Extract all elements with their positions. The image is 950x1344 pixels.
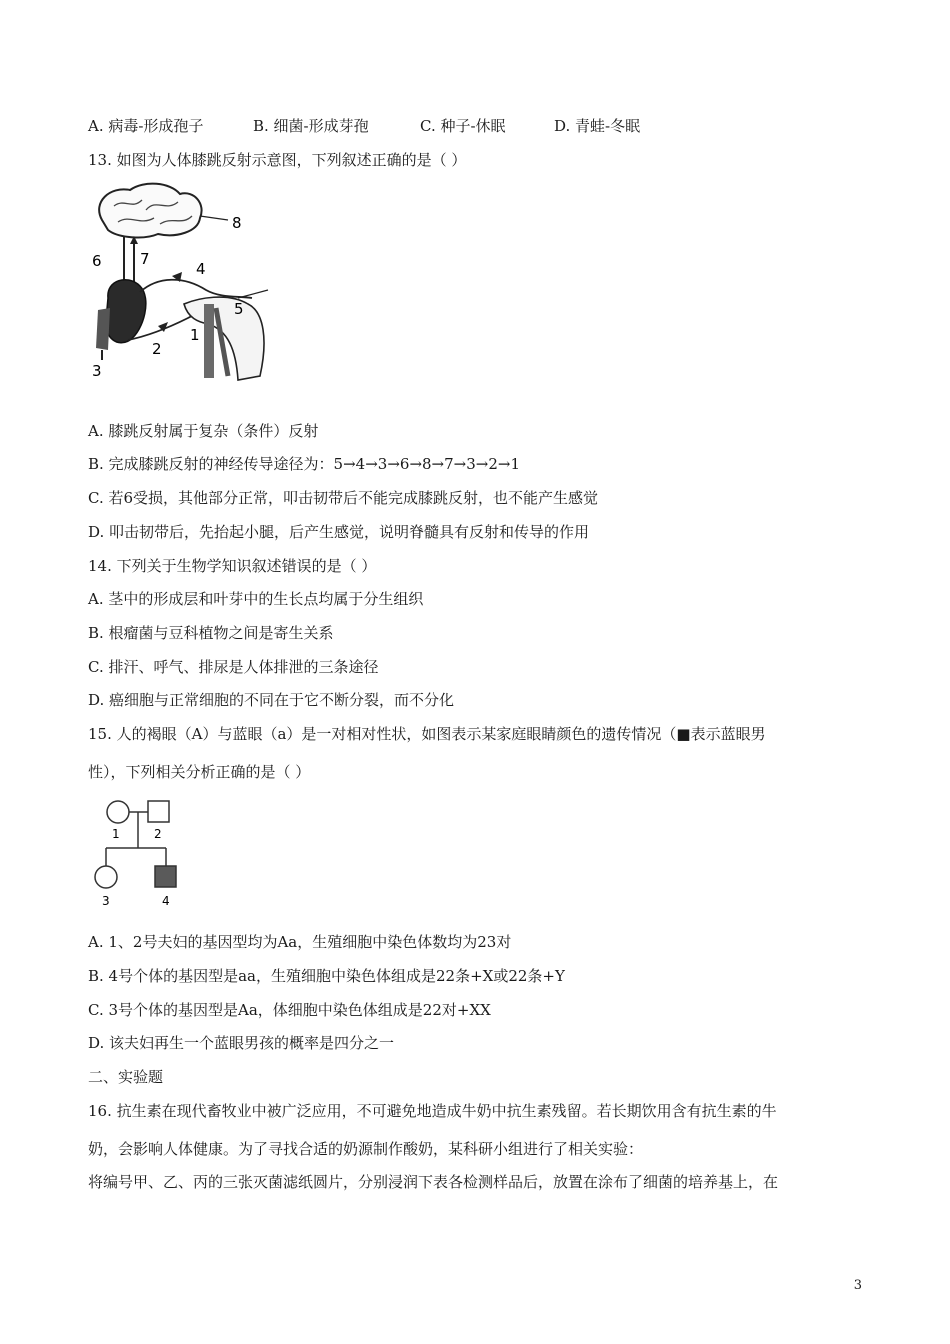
pedigree-female-3 — [95, 866, 117, 888]
pedigree-male-4-affected — [155, 866, 176, 887]
fig13-label-2: 2 — [152, 340, 162, 358]
pedigree-label-2: 2 — [154, 827, 162, 841]
q14-option-b: B. 根瘤菌与豆科植物之间是寄生关系 — [88, 624, 334, 642]
q13-stem: 13. 如图为人体膝跳反射示意图，下列叙述正确的是（ ） — [88, 151, 467, 169]
q14-option-a: A. 茎中的形成层和叶芽中的生长点均属于分生组织 — [88, 590, 424, 608]
fig13-label-7: 7 — [140, 250, 150, 268]
pedigree-label-4: 4 — [162, 894, 170, 908]
q14-option-c: C. 排汗、呼气、排尿是人体排泄的三条途径 — [88, 658, 379, 676]
q16-line3: 将编号甲、乙、丙的三张灭菌滤纸圆片，分别浸润下表各检测样品后，放置在涂布了细菌的培养基上，在 — [88, 1173, 779, 1191]
q12-option-c: C. 种子-休眠 — [420, 117, 506, 135]
q15-option-a: A. 1、2号夫妇的基因型均为Aa，生殖细胞中染色体数均为23对 — [88, 933, 512, 951]
q12-option-d: D. 青蛙-冬眠 — [554, 117, 641, 135]
fig13-label-5: 5 — [234, 300, 244, 318]
fig13-label-3: 3 — [92, 362, 102, 380]
fig13-label-8: 8 — [232, 214, 242, 232]
q15-option-d: D. 该夫妇再生一个蓝眼男孩的概率是四分之一 — [88, 1034, 395, 1052]
pedigree-female-1 — [107, 801, 129, 823]
q14-stem: 14. 下列关于生物学知识叙述错误的是（ ） — [88, 557, 377, 575]
q13-option-b: B. 完成膝跳反射的神经传导途径为：5→4→3→6→8→7→3→2→1 — [88, 455, 520, 473]
q14-option-d: D. 癌细胞与正常细胞的不同在于它不断分裂，而不分化 — [88, 691, 455, 709]
section-heading: 二、实验题 — [88, 1068, 164, 1086]
q16-line2: 奶，会影响人体健康。为了寻找合适的奶源制作酸奶，某科研小组进行了相关实验： — [88, 1140, 644, 1158]
q13-option-a: A. 膝跳反射属于复杂（条件）反射 — [88, 422, 319, 440]
q16-line1: 16. 抗生素在现代畜牧业中被广泛应用，不可避免地造成牛奶中抗生素残留。若长期饮用含有抗生素的牛 — [88, 1102, 777, 1120]
pedigree-label-1: 1 — [112, 827, 120, 841]
q12-options — [88, 116, 640, 136]
knee-jerk-reflex-figure — [88, 180, 278, 390]
q15-stem-line2: 性），下列相关分析正确的是（ ） — [88, 763, 311, 781]
q12-option-a: A. 病毒-形成孢子 — [88, 117, 204, 135]
pedigree-male-2 — [148, 801, 169, 822]
pedigree-figure — [92, 796, 202, 916]
page-number: 3 — [853, 1278, 862, 1293]
q13-option-c: C. 若6受损，其他部分正常，叩击韧带后不能完成膝跳反射，也不能产生感觉 — [88, 489, 599, 507]
fig13-label-1: 1 — [190, 326, 200, 344]
q15-option-c: C. 3号个体的基因型是Aa，体细胞中染色体组成是22对+XX — [88, 1001, 491, 1019]
q12-option-b: B. 细菌-形成芽孢 — [253, 117, 369, 135]
q13-option-d: D. 叩击韧带后，先抬起小腿，后产生感觉，说明脊髓具有反射和传导的作用 — [88, 523, 590, 541]
pedigree-label-3: 3 — [102, 894, 110, 908]
fig13-label-6: 6 — [92, 252, 102, 270]
q15-stem-line1: 15. 人的褐眼（A）与蓝眼（a）是一对相对性状，如图表示某家庭眼睛颜色的遗传情况（■表示蓝眼男 — [88, 725, 766, 743]
fig13-label-4: 4 — [196, 260, 206, 278]
q15-option-b: B. 4号个体的基因型是aa，生殖细胞中染色体组成是22条+X或22条+Y — [88, 967, 565, 985]
